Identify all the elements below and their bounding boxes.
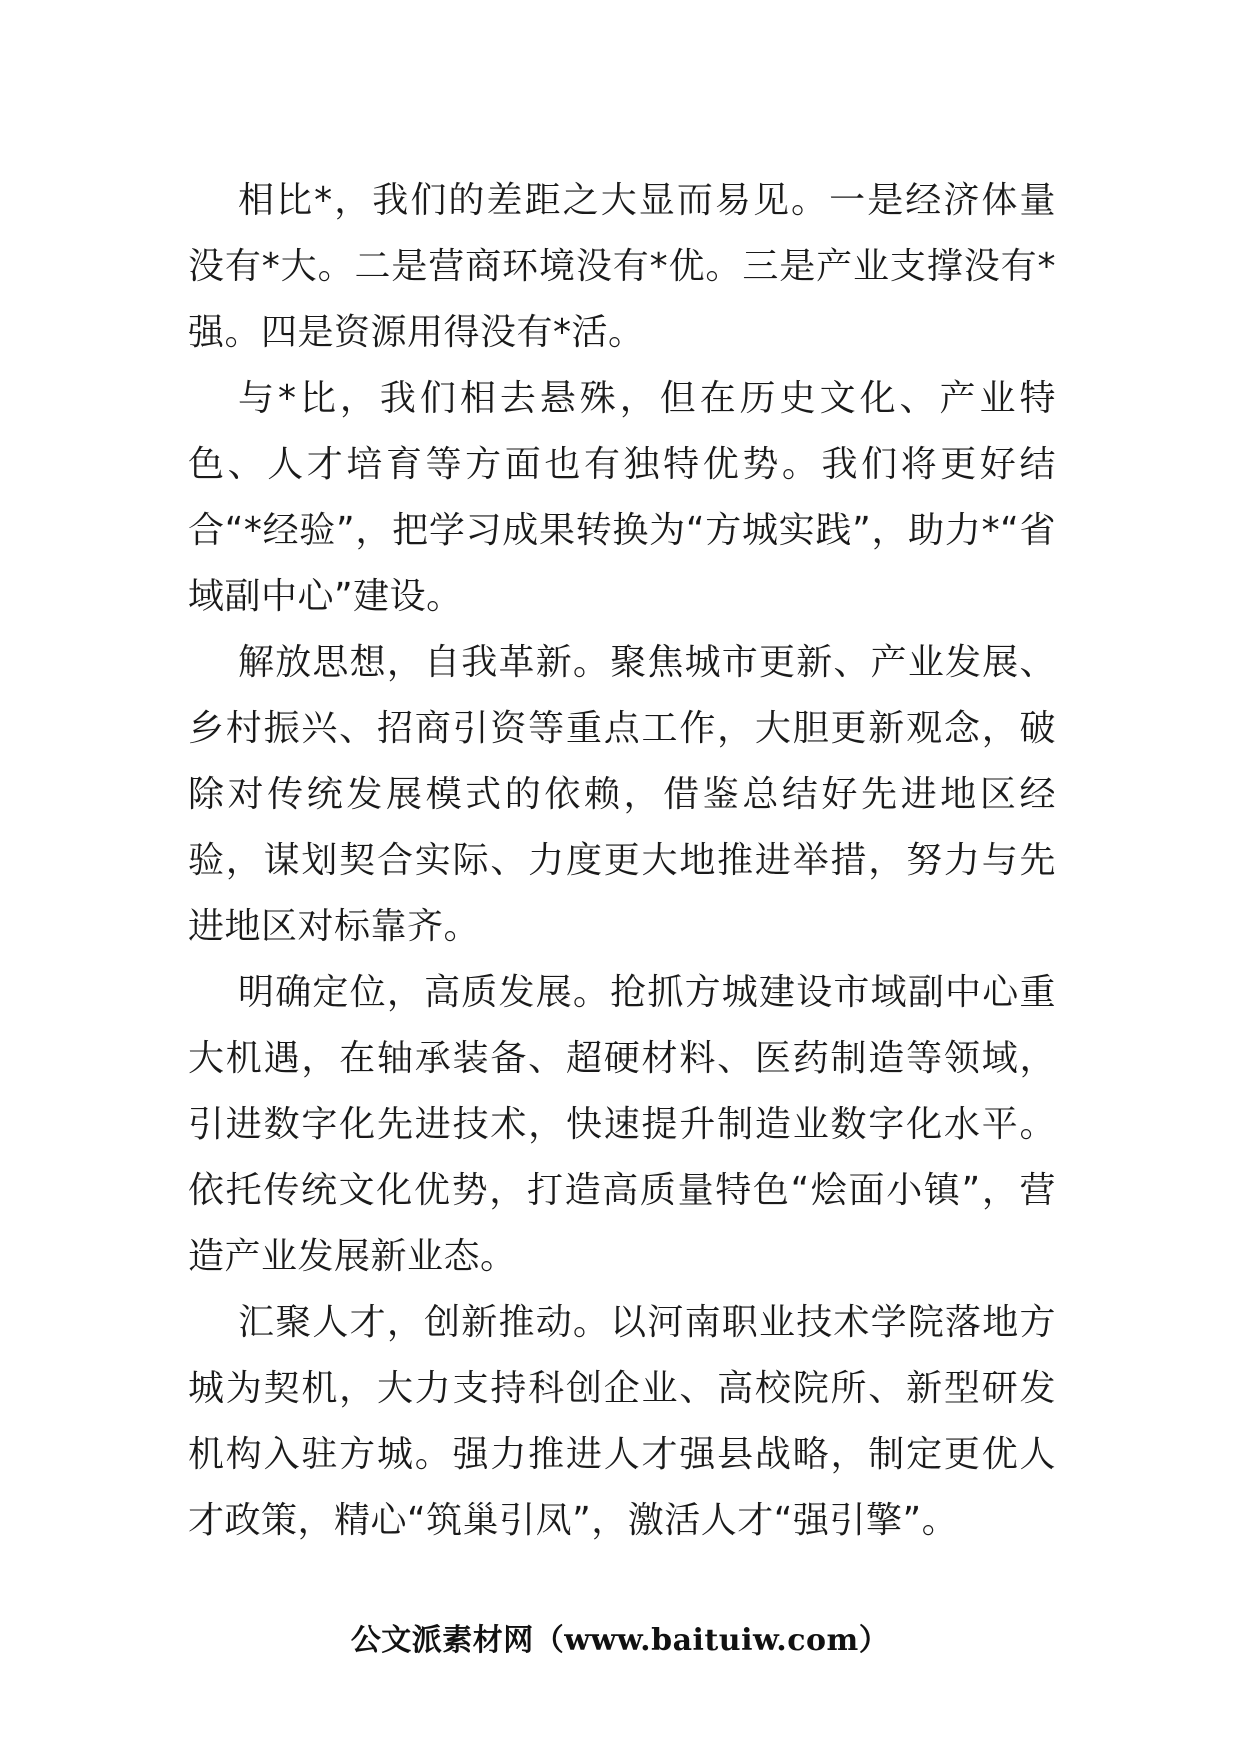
source-footer: 公文派素材网（www.baituiw.com） <box>350 1623 890 1658</box>
document-body <box>188 168 1056 1554</box>
paragraph-3: 解放思想，自我革新。聚焦城市更新、产业发展、乡村振兴、招商引资等重点工作，大胆更新观念，破除对传统发展模式的依赖，借鉴总结好先进地区经验，谋划契合实际、力度更大地推进举措，努力与先进地区对标靠齐。 <box>188 642 1056 947</box>
paragraph-1: 相比*，我们的差距之大显而易见。一是经济体量没有*大。二是营商环境没有*优。三是产业支撑没有*强。四是资源用得没有*活。 <box>188 180 1056 353</box>
paragraph-5: 汇聚人才，创新推动。以河南职业技术学院落地方城为契机，大力支持科创企业、高校院所、新型研发机构入驻方城。强力推进人才强县战略，制定更优人才政策，精心“筑巢引凤”，激活人才“强引擎”。 <box>188 1302 1056 1541</box>
paragraph-4: 明确定位，高质发展。抢抓方城建设市域副中心重大机遇，在轴承装备、超硬材料、医药制造等领域，引进数字化先进技术，快速提升制造业数字化水平。依托传统文化优势，打造高质量特色“烩面小镇”，营造产业发展新业态。 <box>188 972 1056 1277</box>
paragraph-2: 与*比，我们相去悬殊，但在历史文化、产业特色、人才培育等方面也有独特优势。我们将更好结合“*经验”，把学习成果转换为“方城实践”，助力*“省域副中心”建设。 <box>188 378 1056 617</box>
